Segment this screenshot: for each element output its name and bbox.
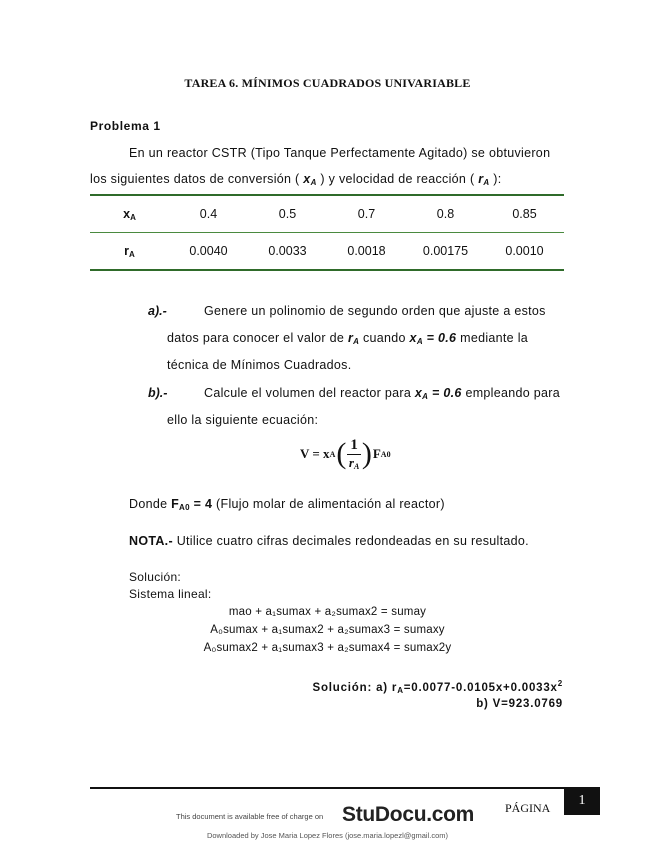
paren-right: ) bbox=[361, 437, 372, 471]
system-eq-1: mao + a₁sumax + a₂sumax2 = sumay bbox=[228, 606, 427, 618]
var-r: r bbox=[478, 172, 484, 186]
formula-f-sub: A0 bbox=[380, 449, 391, 459]
table-cell: 0.0040 bbox=[189, 244, 228, 258]
item-a-line-3: técnica de Mínimos Cuadrados. bbox=[167, 358, 352, 372]
fraction-denominator: $r_A$ bbox=[348, 454, 360, 471]
formula-f: F bbox=[372, 446, 381, 462]
solution-line-2: b) V=923.0769 bbox=[476, 698, 563, 710]
formula-lhs: V = x bbox=[300, 446, 330, 462]
row-label-r: $r_A$ bbox=[124, 243, 135, 259]
available-text: This document is available free of charge on bbox=[176, 812, 324, 821]
intro-line-2 bbox=[90, 172, 501, 187]
intro-text: ) y velocidad de reacción ( bbox=[316, 172, 479, 186]
item-b-label: b).- bbox=[148, 386, 168, 400]
item-b-line-2: ello la siguiente ecuación: bbox=[167, 413, 319, 427]
footer-rule bbox=[90, 787, 564, 789]
downloaded-by-text: Downloaded by Jose Maria Lopez Flores (jose.maria.lopezl@gmail.com) bbox=[206, 831, 449, 840]
item-a-label: a).- bbox=[148, 304, 167, 318]
intro-text: los siguientes datos de conversión ( bbox=[90, 172, 304, 186]
item-b-line-1: Calcule el volumen del reactor para $x_A = 0.6$ empleando para bbox=[204, 386, 561, 401]
sub-a: A bbox=[310, 178, 317, 187]
table-cell: 0.85 bbox=[512, 207, 537, 221]
item-a-line-1: Genere un polinomio de segundo orden que ajuste a estos bbox=[204, 304, 546, 318]
volume-formula bbox=[300, 437, 391, 471]
table-row-x bbox=[90, 196, 564, 232]
nota-label: NOTA.- bbox=[129, 534, 173, 548]
fraction bbox=[347, 437, 361, 471]
table-bottom-rule bbox=[90, 269, 564, 271]
solution-line-1: Solución: a) $r_A=0.0077-0.0105x+0.0033x^2$ bbox=[312, 679, 563, 695]
table-cell: 0.7 bbox=[357, 207, 376, 221]
table-cell: 0.4 bbox=[199, 207, 218, 221]
formula-sub: A bbox=[329, 449, 336, 459]
system-eq-3: A₀sumax2 + a₁sumax3 + a₂sumax4 = sumax2y bbox=[203, 642, 452, 654]
donde-line: Donde $F_{A0} = 4$ (Flujo molar de alimentación al reactor) bbox=[129, 497, 445, 512]
table-cell: 0.00175 bbox=[422, 244, 469, 258]
solucion-header: Solución: bbox=[129, 570, 182, 584]
problem-heading: Problema 1 bbox=[90, 119, 161, 133]
paren-left: ( bbox=[336, 437, 347, 471]
studocu-logo-link[interactable]: StuDocu.com bbox=[342, 803, 475, 826]
intro-line-1: En un reactor CSTR (Tipo Tanque Perfectamente Agitado) se obtuvieron bbox=[129, 146, 551, 160]
document-title: TAREA 6. MÍNIMOS CUADRADOS UNIVARIABLE bbox=[184, 76, 471, 90]
var-x: x bbox=[303, 172, 311, 186]
table-row-r bbox=[90, 233, 564, 269]
nota-text: Utilice cuatro cifras decimales redondeadas en su resultado. bbox=[172, 534, 529, 548]
sub-a: A bbox=[483, 178, 490, 187]
fraction-numerator: 1 bbox=[347, 437, 361, 455]
sistema-header: Sistema lineal: bbox=[129, 587, 212, 601]
row-label-x: $x_A$ bbox=[123, 206, 136, 222]
page-number: 1 bbox=[564, 787, 600, 815]
pagina-label: PÁGINA bbox=[505, 801, 551, 815]
intro-text: ): bbox=[489, 172, 502, 186]
item-a-line-2: datos para conocer el valor de $r_A$ cuando $x_A = 0.6$ mediante la bbox=[167, 331, 529, 346]
table-cell: 0.0033 bbox=[268, 244, 307, 258]
system-eq-2: A₀sumax + a₁sumax2 + a₂sumax3 = sumaxy bbox=[210, 624, 445, 636]
table-cell: 0.0018 bbox=[347, 244, 386, 258]
table-cell: 0.8 bbox=[436, 207, 455, 221]
table-cell: 0.0010 bbox=[505, 244, 544, 258]
nota-line bbox=[129, 534, 529, 548]
data-table bbox=[90, 194, 564, 271]
table-cell: 0.5 bbox=[278, 207, 297, 221]
